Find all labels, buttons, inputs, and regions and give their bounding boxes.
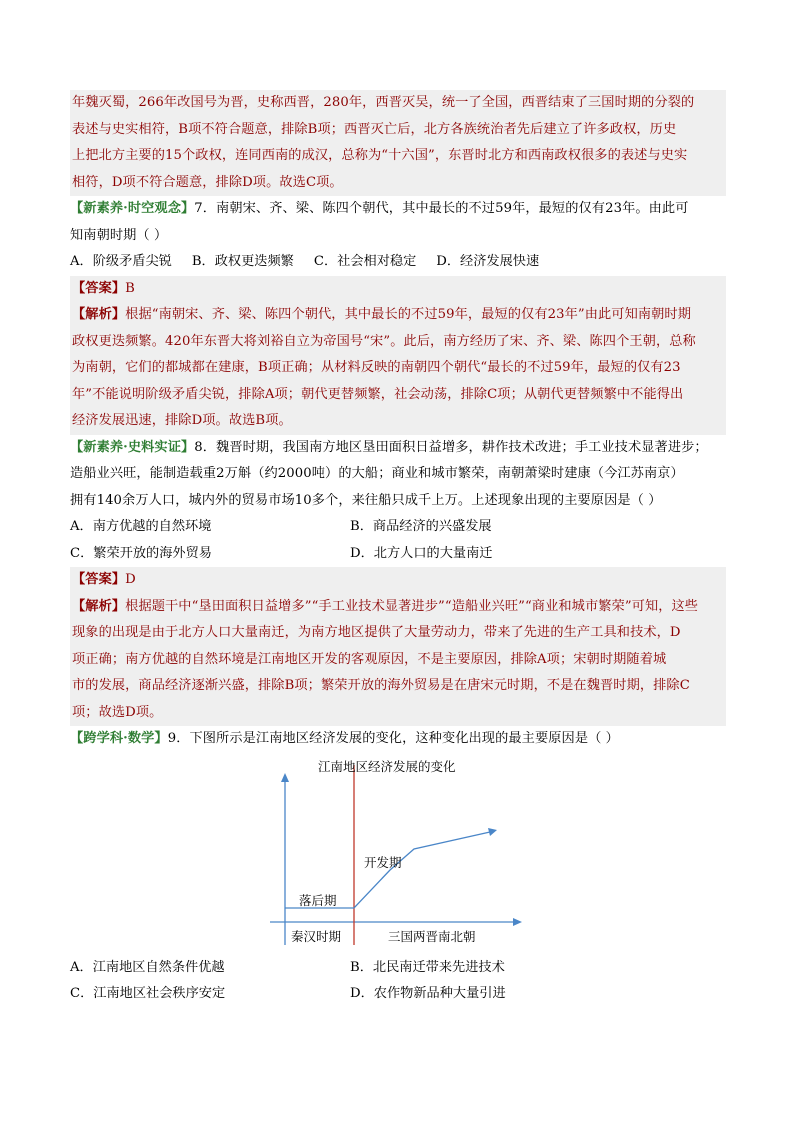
text-line: 上把北方主要的15个政权，连同西南的成汉，总称为“十六国”，东晋时北方和西南政权很多的表述与史实: [72, 148, 688, 163]
option-c[interactable]: C．繁荣开放的海外贸易: [70, 545, 212, 561]
answer-block: [70, 276, 726, 435]
option-c[interactable]: C．社会相对稳定: [313, 254, 417, 269]
question-stem-continued: 拥有140余万人口，城内外的贸易市场10多个，来往船只成千上万。上述现象出现的主要原因是（ ）: [70, 492, 662, 508]
x-axis-arrow: [513, 918, 522, 926]
option-b[interactable]: B．政权更迭频繁: [191, 254, 294, 269]
question-stem: 8．魏晋时期，我国南方地区垦田面积日益增多，耕作技术改进；手工业技术显著进步；: [194, 439, 708, 455]
options-row: [70, 541, 726, 568]
y-axis-arrow: [281, 773, 289, 782]
chart-annotation-development: 开发期: [364, 854, 402, 870]
option-a[interactable]: A．南方优越的自然环境: [70, 519, 212, 534]
analysis-text: 年”不能说明阶级矛盾尖锐，排除A项；朝代更替频繁，社会动荡，排除C项；从朝代更替频繁中不能得出: [72, 386, 684, 402]
text-line: 相符，D项不符合题意，排除D项。故选C项。: [72, 174, 343, 190]
x-label-qinhan: 秦汉时期: [291, 928, 342, 944]
analysis-text: 为南朝，它们的都城都在建康，B项正确；从材料反映的南朝四个朝代“最长的不过59年，最短的仅有23: [72, 360, 681, 375]
option-b[interactable]: B．商品经济的兴盛发展: [350, 519, 492, 534]
question-stem: 9．下图所示是江南地区经济发展的变化，这种变化出现的最主要原因是（ ）: [167, 731, 619, 746]
chart-annotation-backward: 落后期: [299, 892, 337, 908]
analysis-text: 项正确；南方优越的自然环境是江南地区开发的客观原因，不是主要原因，排除A项；宋朝时期随着城: [72, 651, 667, 667]
analysis-tag: 【解析】: [72, 598, 126, 614]
option-b[interactable]: B．北民南迁带来先进技术: [350, 959, 505, 975]
analysis-text: 经济发展迅速，排除D项。故选B项。: [72, 413, 292, 428]
document-page: [70, 90, 726, 1008]
question-tag: 【新素养·史料实证】: [70, 439, 195, 455]
text-line: 年魏灭蜀，266年改国号为晋，史称西晋，280年，西晋灭吴，统一了全国，西晋结束了三国时期的分裂的: [72, 95, 695, 110]
analysis-text: 市的发展，商品经济逐渐兴盛，排除B项；繁荣开放的海外贸易是在唐宋元时期，不是在魏晋时期，排除C: [72, 678, 690, 693]
option-c[interactable]: C．江南地区社会秩序安定: [70, 986, 226, 1001]
option-d[interactable]: D．北方人口的大量南迁: [350, 545, 493, 561]
options-row: [70, 981, 726, 1008]
option-d[interactable]: D．经济发展快速: [436, 254, 540, 269]
analysis-text: 政权更迭频繁。420年东晋大将刘裕自立为帝国号“宋”。此后，南方经历了宋、齐、梁、陈四个王朝，总称: [72, 333, 696, 349]
answer-block: [70, 567, 726, 726]
economic-change-chart: [70, 755, 726, 955]
text-line: 表述与史实相符，B项不符合题意，排除B项；西晋灭亡后，北方各族统治者先后建立了许多政权，历史: [72, 121, 677, 137]
chart-title: 江南地区经济发展的变化: [318, 758, 456, 774]
analysis-text: 根据“南朝宋、齐、梁、陈四个朝代，其中最长的不过59年，最短的仅有23年”由此可知南朝时期: [125, 307, 692, 322]
question-stem-continued: 知南朝时期（ ）: [70, 227, 168, 243]
question-tag: 【新素养·时空观念】: [70, 201, 195, 216]
options-row: [70, 514, 726, 541]
answer-value: B: [125, 280, 135, 296]
question-9: [70, 726, 726, 1008]
analysis-text: 根据题干中“垦田面积日益增多”“手工业技术显著进步”“造船业兴旺”“商业和城市繁荣”可知，这些: [125, 598, 699, 614]
options-row: [70, 249, 726, 276]
option-d[interactable]: D．农作物新品种大量引进: [350, 986, 506, 1001]
analysis-text: 项；故选D项。: [72, 704, 163, 720]
analysis-tag: 【解析】: [72, 307, 126, 322]
question-tag: 【跨学科·数学】: [70, 731, 168, 746]
question-stem: 7．南朝宋、齐、梁、陈四个朝代，其中最长的不过59年，最短的仅有23年。由此可: [194, 201, 689, 216]
analysis-text: 现象的出现是由于北方人口大量南迁，为南方地区提供了大量劳动力，带来了先进的生产工具和技术，D: [72, 625, 681, 640]
x-label-three-kingdoms: 三国两晋南北朝: [388, 928, 476, 944]
answer-tag: 【答案】: [72, 572, 126, 587]
analysis-continuation: [70, 90, 726, 196]
development-line-arrow: [488, 828, 497, 836]
options-row: [70, 955, 726, 982]
question-8: [70, 435, 726, 727]
answer-value: D: [125, 572, 136, 587]
option-a[interactable]: A．江南地区自然条件优越: [70, 959, 225, 975]
question-7: [70, 196, 726, 435]
answer-tag: 【答案】: [72, 280, 126, 296]
question-stem-continued: 造船业兴旺，能制造载重2万斛（约2000吨）的大船；商业和城市繁荣，南朝萧梁时建康（今江苏南京）: [70, 466, 684, 481]
option-a[interactable]: A．阶级矛盾尖锐: [70, 254, 172, 269]
